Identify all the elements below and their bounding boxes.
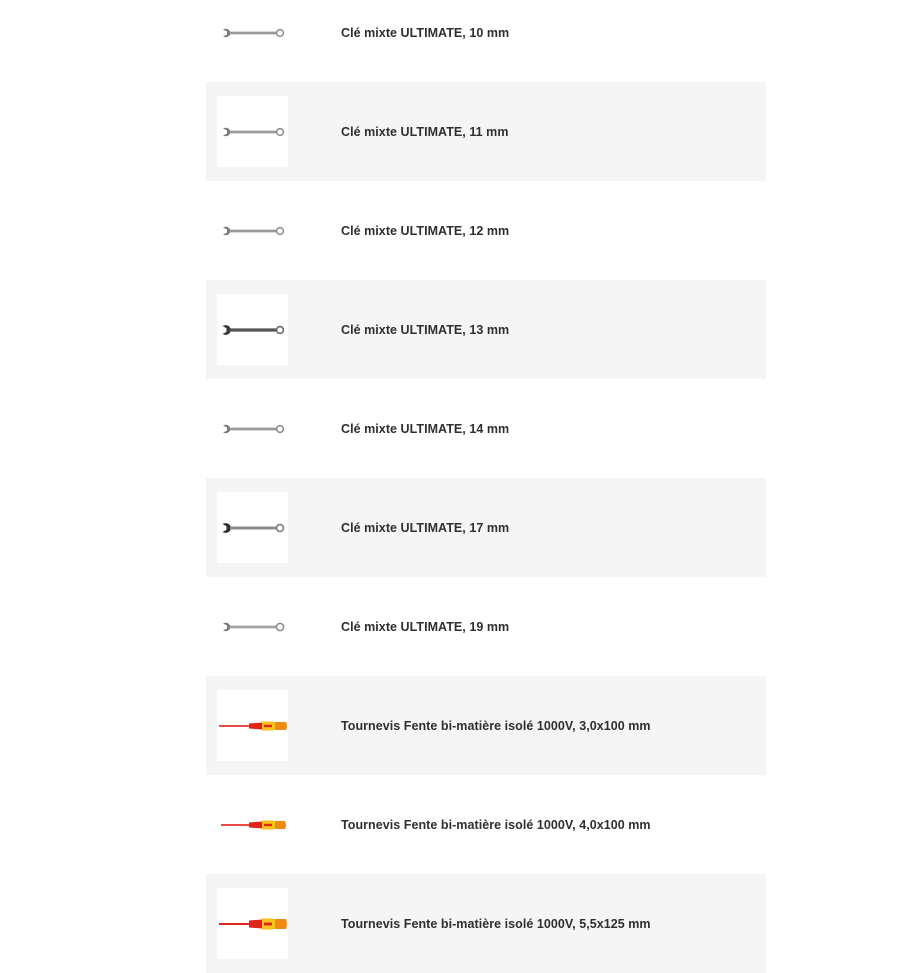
combination-wrench-icon: [221, 520, 285, 536]
combination-wrench-icon: [221, 223, 285, 239]
product-name[interactable]: Clé mixte ULTIMATE, 14 mm: [341, 421, 510, 436]
combination-wrench-icon: [221, 322, 285, 338]
product-row[interactable]: [206, 478, 766, 577]
product-thumbnail[interactable]: [217, 195, 288, 266]
product-row[interactable]: [206, 181, 766, 280]
product-row[interactable]: [206, 280, 766, 379]
product-thumbnail[interactable]: [217, 0, 288, 68]
product-list: [206, 0, 766, 973]
insulated-screwdriver-icon: [218, 718, 288, 734]
product-thumbnail[interactable]: [217, 492, 288, 563]
combination-wrench-icon: [221, 619, 285, 635]
product-name[interactable]: Clé mixte ULTIMATE, 10 mm: [341, 25, 510, 40]
product-name[interactable]: Clé mixte ULTIMATE, 13 mm: [341, 322, 510, 337]
product-name[interactable]: Tournevis Fente bi-matière isolé 1000V, 5,5x125 mm: [341, 916, 651, 931]
product-row[interactable]: [206, 379, 766, 478]
product-row[interactable]: [206, 0, 766, 82]
product-row[interactable]: [206, 874, 766, 973]
product-thumbnail[interactable]: [217, 690, 288, 761]
product-name[interactable]: Clé mixte ULTIMATE, 11 mm: [341, 124, 509, 139]
product-name[interactable]: Tournevis Fente bi-matière isolé 1000V, 4,0x100 mm: [341, 817, 651, 832]
product-name[interactable]: Clé mixte ULTIMATE, 17 mm: [341, 520, 510, 535]
combination-wrench-icon: [221, 25, 285, 41]
product-name[interactable]: Clé mixte ULTIMATE, 19 mm: [341, 619, 510, 634]
combination-wrench-icon: [221, 124, 285, 140]
product-row[interactable]: [206, 775, 766, 874]
product-thumbnail[interactable]: [217, 294, 288, 365]
product-thumbnail[interactable]: [217, 96, 288, 167]
product-thumbnail[interactable]: [217, 591, 288, 662]
product-thumbnail[interactable]: [217, 789, 288, 860]
product-thumbnail[interactable]: [217, 888, 288, 959]
product-name[interactable]: Tournevis Fente bi-matière isolé 1000V, 3,0x100 mm: [341, 718, 651, 733]
product-thumbnail[interactable]: [217, 393, 288, 464]
product-row[interactable]: [206, 577, 766, 676]
insulated-screwdriver-icon: [218, 915, 288, 933]
product-row[interactable]: [206, 676, 766, 775]
product-row[interactable]: [206, 82, 766, 181]
combination-wrench-icon: [221, 421, 285, 437]
insulated-screwdriver-icon: [218, 817, 288, 833]
product-name[interactable]: Clé mixte ULTIMATE, 12 mm: [341, 223, 510, 238]
